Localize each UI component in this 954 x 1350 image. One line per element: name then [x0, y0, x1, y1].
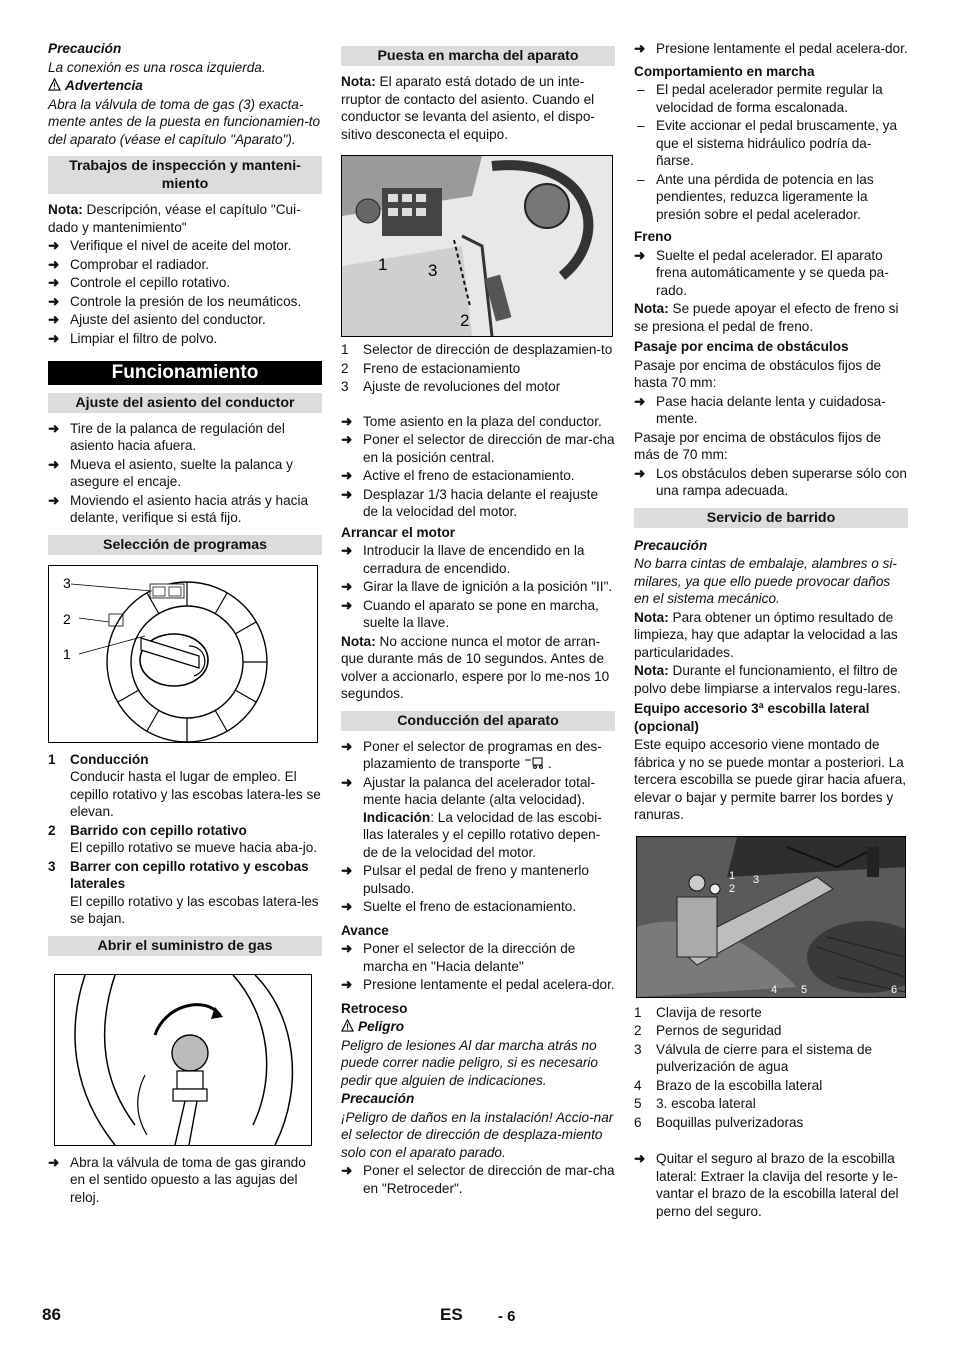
list-item [48, 330, 322, 348]
list-item-text: Poner el selector de dirección de mar-cha en "Retroceder". [363, 1163, 615, 1196]
list-item [48, 237, 322, 255]
list-item-text: Verifique el nivel de aceite del motor. [70, 238, 292, 253]
list-item-text: Abra la válvula de toma de gas girando en el sentido opuesto a las agujas del reloj. [70, 1154, 306, 1205]
dash-bullet: – [637, 82, 645, 97]
legend-text: Boquillas pulverizadoras [656, 1114, 804, 1130]
list-item [341, 940, 615, 975]
programs-legend [48, 751, 322, 928]
note-text: Se puede apoyar el efecto de freno si se presiona el pedal de freno. [634, 301, 899, 334]
brush-label-1: 1 [729, 869, 736, 882]
list-item-text: Mueva el asiento, suelte la palanca y asegure el encaje. [70, 456, 293, 489]
warning-heading [48, 77, 322, 95]
obstacles-heading: Pasaje por encima de obstáculos [634, 339, 849, 354]
note-label: Nota: [634, 609, 669, 625]
arrow-icon: ➜ [634, 393, 646, 409]
legend-item [634, 1095, 908, 1113]
arrow-icon: ➜ [341, 1163, 353, 1178]
legend-item [48, 751, 322, 821]
arrow-icon: ➜ [48, 238, 60, 253]
list-item-text: Controle la presión de los neumáticos. [70, 293, 302, 309]
side-brush-illustration [637, 837, 905, 997]
list-item [341, 578, 615, 596]
engine-note [341, 633, 615, 703]
legend-text: El cepillo rotativo y las escobas latera-les se bajan. [70, 893, 319, 926]
reverse-caution-text: ¡Peligro de daños en la instalación! Accio-nar el selector de dirección de desplaza-miento solo con el aparato parado. [341, 1109, 614, 1160]
list-item-text: Los obstáculos deben superarse sólo con una rampa adecuada. [656, 465, 907, 498]
sweep-caution-title: Precaución [634, 537, 708, 553]
controls-photo-illustration [342, 156, 612, 336]
dash-bullet: – [637, 171, 645, 187]
legend-title: Conducción [70, 751, 149, 767]
arrow-icon: ➜ [341, 486, 353, 502]
accessory-heading: Equipo accesorio 3ª escobilla lateral (opcional) [634, 701, 870, 734]
legend-text: 3. escoba lateral [656, 1096, 756, 1111]
note-label: Nota: [48, 202, 83, 217]
sweep-note-1 [634, 609, 908, 662]
list-item-text: Moviendo el asiento hacia atrás y hacia delante, verifique si está fijo. [70, 492, 309, 525]
legend-text: Conducir hasta el lugar de empleo. El cepillo rotativo y las escobas latera-les se elevan. [70, 769, 321, 819]
danger-text: Peligro de lesiones Al dar marcha atrás no puede correr nadie peligro, si es necesario pedir que alguien de indicaciones. [341, 1037, 598, 1088]
list-item-text: Cuando el aparato se pone en marcha, suelte la llave. [363, 597, 599, 630]
programs-heading: Selección de programas [48, 535, 322, 555]
note-text: Descripción, véase el capítulo "Cui-dado y mantenimiento" [48, 202, 301, 235]
brush-legend [634, 1004, 908, 1132]
legend-text: Válvula de cierre para el sistema de pulverización de agua [656, 1041, 873, 1074]
list-item [48, 256, 322, 274]
legend-item [634, 1004, 908, 1022]
legend-text: El cepillo rotativo se mueve hacia aba-jo. [70, 840, 318, 855]
list-item [634, 1150, 908, 1220]
list-item [48, 274, 322, 292]
startup-note [341, 73, 615, 143]
list-item [341, 862, 615, 897]
list-item [634, 247, 908, 300]
legend-number: 3 [48, 858, 56, 874]
arrow-icon: ➜ [634, 1151, 646, 1166]
warning-title: Advertencia [65, 78, 143, 93]
note-text: No accione nunca el motor de arran-que durante más de 10 segundos. Antes de volver a accionarlo, espere por lo me-nos 10 segundos. [341, 633, 610, 701]
list-item: ➜ Poner el selector de programas en des-plazamiento de transporte . [341, 738, 602, 771]
controls-photo [341, 155, 613, 337]
arrow-icon: ➜ [341, 899, 353, 914]
list-item-text: Tome asiento en la plaza del conductor. [363, 413, 602, 429]
arrow-icon: ➜ [341, 468, 353, 483]
list-item [48, 311, 322, 329]
obstacles-text-1: Pasaje por encima de obstáculos fijos de hasta 70 mm: [634, 357, 882, 390]
list-item-text: Evite accionar el pedal bruscamente, ya que el sistema hidráulico podría da-ñarse. [656, 118, 898, 168]
column-3 [634, 40, 908, 1221]
list-item-text: Ante una pérdida de potencia en las pendientes, reduzca ligeramente la presión sobre el pedal acelerador. [656, 171, 874, 222]
list-item [341, 486, 615, 521]
photo-label-1: 1 [378, 255, 388, 274]
legend-number: 5 [634, 1096, 642, 1111]
obstacles-text-2: Pasaje por encima de obstáculos fijos de más de 70 mm: [634, 429, 882, 462]
list-item [48, 293, 322, 311]
dial-label-3: 3 [63, 574, 71, 591]
list-item [341, 898, 615, 916]
photo-legend [341, 341, 615, 396]
engine-heading: Arrancar el motor [341, 524, 456, 540]
legend-number: 2 [48, 822, 56, 838]
arrow-icon: ➜ [634, 465, 646, 481]
brush-label-4: 4 [771, 983, 778, 996]
brush-label-5: 5 [801, 983, 808, 996]
warning-triangle-icon [48, 78, 61, 91]
list-item [341, 1162, 615, 1197]
list-item [341, 542, 615, 577]
arrow-icon: ➜ [48, 420, 60, 436]
list-item-text: Presione lentamente el pedal acelera-dor. [363, 977, 615, 992]
list-item [48, 1154, 322, 1207]
list-item-text: Pase hacia delante lenta y cuidadosa-mente. [656, 393, 886, 426]
final-list [634, 1150, 908, 1220]
list-item [634, 117, 908, 170]
startup-heading: Puesta en marcha del aparato [341, 46, 615, 66]
legend-number: 6 [634, 1114, 642, 1130]
list-item [48, 420, 322, 455]
dial-label-2: 2 [63, 610, 71, 627]
list-item [634, 40, 908, 58]
legend-item [48, 822, 322, 857]
dial-label-1: 1 [63, 645, 71, 662]
list-item-text: Girar la llave de ignición a la posición "II". [363, 579, 613, 594]
legend-item [634, 1077, 908, 1095]
gas-valve-illustration [55, 975, 311, 1145]
legend-text: Brazo de la escobilla lateral [656, 1077, 823, 1093]
legend-number: 4 [634, 1077, 642, 1093]
column-1 [48, 40, 322, 1207]
legend-item [341, 341, 615, 359]
legend-text: Ajuste de revoluciones del motor [363, 379, 561, 394]
arrow-icon: ➜ [48, 256, 60, 272]
danger-heading [341, 1018, 615, 1036]
list-item [48, 492, 322, 527]
indication-text: : La velocidad de las escobi-llas laterales y el cepillo rotativo depen-de de la velocidad del motor. [363, 809, 602, 860]
warning-text: Abra la válvula de toma de gas (3) exacta-mente antes de la puesta en funcionamien-to del aparato (véase el capítulo "Aparato"). [48, 96, 321, 147]
legend-item [48, 858, 322, 928]
inspection-list [48, 237, 322, 347]
arrow-icon: ➜ [48, 293, 60, 309]
list-item-text: Poner el selector de programas en des-plazamiento de transporte [363, 738, 602, 771]
side-brush-photo [636, 836, 906, 998]
note-label: Nota: [634, 301, 669, 316]
list-item-text: El pedal acelerador permite regular la velocidad de forma escalonada. [656, 82, 883, 115]
brake-note [634, 300, 908, 335]
arrow-icon: ➜ [634, 41, 646, 56]
list-item [341, 597, 615, 632]
arrow-icon: ➜ [341, 413, 353, 429]
reverse-caution-title: Precaución [341, 1091, 415, 1106]
legend-number: 3 [634, 1041, 642, 1057]
list-item [48, 456, 322, 491]
list-item-text: Comprobar el radiador. [70, 256, 210, 272]
transport-mode-icon [524, 757, 548, 769]
warning-triangle-icon [341, 1019, 354, 1032]
arrow-icon: ➜ [341, 579, 353, 594]
list-item [341, 467, 615, 485]
list-item-text: Suelte el freno de estacionamiento. [363, 899, 577, 914]
legend-item [634, 1041, 908, 1076]
legend-item [634, 1114, 908, 1132]
list-item-text: Pulsar el pedal de freno y mantenerlo pulsado. [363, 863, 589, 896]
brush-label-3: 3 [753, 873, 760, 886]
brush-label-6: 6 [891, 983, 898, 996]
section-number: - 6 [498, 1308, 516, 1325]
legend-item [634, 1022, 908, 1040]
legend-number: 1 [48, 751, 56, 767]
list-item-text: Introducir la llave de encendido en la cerradura de encendido. [363, 543, 585, 576]
arrow-icon: ➜ [341, 738, 353, 754]
page-number: 86 [42, 1305, 61, 1324]
seat-heading: Ajuste del asiento del conductor [48, 393, 322, 413]
list-item-text: Quitar el seguro al brazo de la escobilla lateral: Extraer la clavija del resorte y le-vantar el brazo de la escobilla lateral del perno del seguro. [656, 1151, 899, 1219]
language-code: ES [440, 1305, 463, 1324]
program-dial-figure [48, 565, 318, 743]
legend-item [341, 378, 615, 396]
list-item-text: Suelte el pedal acelerador. El aparato frena automáticamente y se queda pa-rado. [656, 247, 889, 298]
legend-title: Barrer con cepillo rotativo y escobas laterales [70, 858, 309, 891]
list-item-text: Active el freno de estacionamiento. [363, 468, 575, 483]
caution-title: Precaución [48, 41, 122, 56]
indication-label: Indicación [363, 809, 431, 825]
legend-text: Pernos de seguridad [656, 1023, 782, 1038]
brush-label-2: 2 [729, 882, 736, 895]
gas-heading: Abrir el suministro de gas [48, 936, 322, 956]
arrow-icon: ➜ [341, 863, 353, 878]
legend-text: Freno de estacionamiento [363, 360, 521, 376]
list-item-text: Desplazar 1/3 hacia delante el reajuste de la velocidad del motor. [363, 486, 599, 519]
list-item [341, 976, 615, 994]
list-item [341, 413, 615, 431]
accessory-text: Este equipo accesorio viene montado de fábrica y no se puede montar a posteriori. La tercera escobilla se puede girar hacia afuera, elevar o bajar y permite barrer los bordes y ranuras. [634, 737, 907, 822]
note-label: Nota: [341, 74, 376, 89]
legend-text: Clavija de resorte [656, 1004, 762, 1020]
list-item-text: Poner el selector de la dirección de marcha en "Hacia delante" [363, 941, 576, 974]
legend-number: 2 [341, 360, 349, 376]
dash-bullet: – [637, 118, 645, 133]
arrow-icon: ➜ [48, 1154, 60, 1170]
note-text: Durante el funcionamiento, el filtro de polvo debe limpiarse a intervalos regu-lares. [634, 663, 901, 696]
inspection-note [48, 201, 322, 236]
gas-valve-figure [54, 974, 312, 1146]
arrow-icon: ➜ [341, 941, 353, 956]
arrow-icon: ➜ [341, 432, 353, 447]
list-item-text: Presione lentamente el pedal acelera-dor. [656, 41, 908, 56]
program-dial-illustration [49, 566, 317, 742]
column-2 [341, 40, 615, 1198]
list-item-text: Tire de la palanca de regulación del asiento hacia afuera. [70, 420, 285, 453]
startup-list [341, 413, 615, 521]
caution-text: La conexión es una rosca izquierda. [48, 59, 266, 75]
sweeping-heading: Servicio de barrido [634, 508, 908, 528]
legend-number: 3 [341, 379, 349, 394]
list-item-text: Limpiar el filtro de polvo. [70, 330, 218, 346]
list-item-text: Ajustar la palanca del acelerador total-mente hacia delante (alta velocidad). [363, 774, 595, 807]
inspection-heading: Trabajos de inspección y manteni-miento [48, 156, 322, 194]
arrow-icon: ➜ [341, 597, 353, 613]
list-item-text: Poner el selector de dirección de mar-cha en la posición central. [363, 432, 615, 465]
list-item [634, 393, 908, 428]
arrow-icon: ➜ [341, 977, 353, 992]
arrow-icon: ➜ [341, 543, 353, 558]
sweep-caution-text: No barra cintas de embalaje, alambres o si-milares, ya que ello puede provocar daños en el sistema mecánico. [634, 556, 897, 606]
list-item [341, 431, 615, 466]
funcionamiento-heading: Funcionamiento [48, 361, 322, 385]
arrow-icon: ➜ [48, 275, 60, 290]
note-text: Para obtener un óptimo resultado de limpieza, hay que adaptar la velocidad a las particularidades. [634, 609, 898, 660]
list-item-text: Ajuste del asiento del conductor. [70, 312, 266, 327]
arrow-icon: ➜ [341, 774, 353, 790]
list-item [634, 81, 908, 116]
legend-number: 2 [634, 1023, 642, 1038]
legend-number: 1 [634, 1004, 642, 1020]
sweep-note-2 [634, 662, 908, 697]
list-item-text: Controle el cepillo rotativo. [70, 275, 231, 290]
brake-heading: Freno [634, 229, 672, 244]
arrow-icon: ➜ [48, 456, 60, 472]
legend-title: Barrido con cepillo rotativo [70, 822, 247, 838]
list-item [341, 774, 615, 862]
driving-heading: Conducción del aparato [341, 711, 615, 731]
legend-number: 1 [341, 342, 349, 357]
arrow-icon: ➜ [48, 312, 60, 327]
reverse-heading: Retroceso [341, 1000, 408, 1016]
arrow-icon: ➜ [48, 492, 60, 508]
photo-label-3: 3 [428, 261, 438, 280]
arrow-icon: ➜ [634, 247, 646, 263]
forward-heading: Avance [341, 922, 389, 938]
note-text: El aparato está dotado de un inte-rruptor de contacto del asiento. Cuando el conductor se levanta del asiento, el dispo-sitivo desconecta el equipo. [341, 74, 595, 142]
danger-title: Peligro [358, 1019, 405, 1034]
note-label: Nota: [341, 633, 376, 649]
note-label: Nota: [634, 663, 669, 678]
list-item [634, 465, 908, 500]
list-item [634, 171, 908, 224]
legend-text: Selector de dirección de desplazamien-to [363, 342, 613, 357]
legend-item [341, 360, 615, 378]
photo-label-2: 2 [460, 311, 470, 330]
behavior-heading: Comportamiento en marcha [634, 63, 815, 79]
arrow-icon: ➜ [48, 330, 60, 346]
